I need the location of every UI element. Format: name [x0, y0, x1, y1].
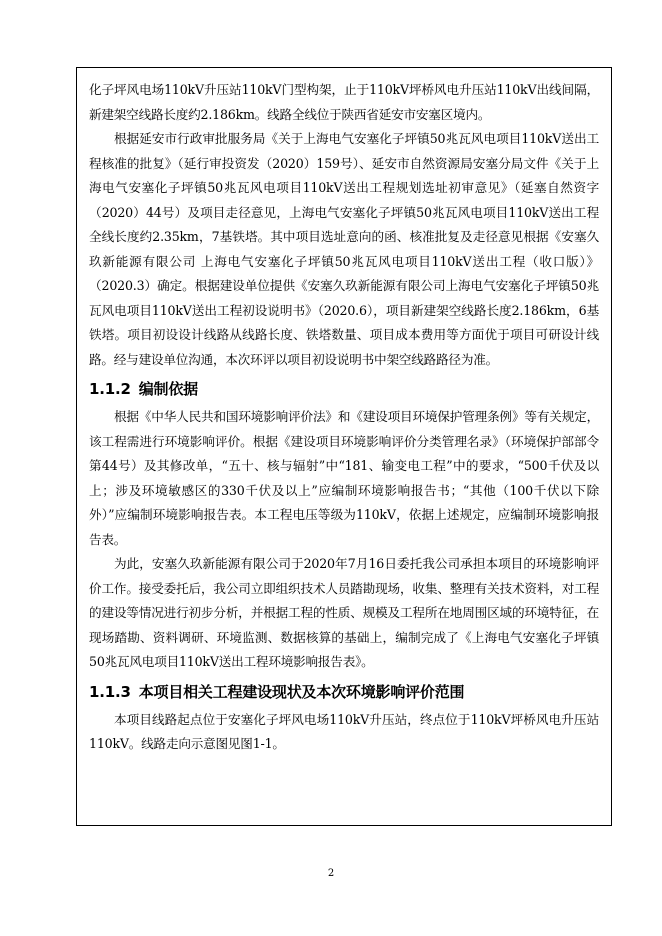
section-title: 本项目相关工程建设现状及本次环境影响评价范围	[138, 682, 465, 701]
body-paragraph: 本项目线路起点位于安塞化子坪风电场110kV升压站，终点位于110kV坪桥风电升压站110kV。线路走向示意图见图1-1。	[89, 711, 599, 751]
section-heading-1-1-2	[89, 376, 599, 402]
section-number: 1.1.3	[89, 682, 131, 701]
body-paragraph: 根据《中华人民共和国环境影响评价法》和《建设项目环境保护管理条例》等有关规定，该工程需进行环境影响评价。根据《建设项目环境影响评价分类管理名录》（环境保护部部令第44号）及其修改单，“五十、核与辐射”中“181、输变电工程”中的要求，“500千伏及以上；涉及环境敏感区的330千伏及以上”应编制环境影响报告书；“其他（100千伏以下除外）”应编制环境影响报告表。本工程电压等级为110kV，依据上述规定，应编制环境影响报告表。	[89, 409, 599, 547]
body-paragraph: 化子坪风电场110kV升压站110kV门型构架，止于110kV坪桥风电升压站110kV出线间隔，新建架空线路长度约2.186km。线路全线位于陕西省延安市安塞区境内。	[89, 82, 599, 122]
section-heading-1-1-3	[89, 679, 599, 705]
body-paragraph: 为此，安塞久玖新能源有限公司于2020年7月16日委托我公司承担本项目的环境影响评价工作。接受委托后，我公司立即组织技术人员踏勘现场，收集、整理有关技术资料，对工程的建设等情况进行初步分析，并根据工程的性质、规模及工程所在地周围区域的环境特征，在现场踏勘、资料调研、环境监测、数据核算的基础上，编制完成了《上海电气安塞化子坪镇50兆瓦风电项目110kV送出工程环境影响报告表》。	[89, 556, 599, 669]
page-number: 2	[327, 868, 335, 879]
section-number: 1.1.2	[89, 380, 131, 398]
body-paragraph: 根据延安市行政审批服务局《关于上海电气安塞化子坪镇50兆瓦风电项目110kV送出工程核准的批复》（延行审投资发（2020）159号）、延安市自然资源局安塞分局文件《关于上海电气安塞化子坪镇50兆瓦风电项目110kV送出工程规划选址初审意见》（延塞自然资字（2020）44号）及项目走径意见，上海电气安塞化子坪镇50兆瓦风电项目110kV送出工程全线长度约2.35km，7基铁塔。其中项目选址意向的函、核准批复及走径意见根据《安塞久玖新能源有限公司 上海电气安塞化子坪镇50兆瓦风电项目110kV送出工程（收口版）》（2020.3）确定。根据建设单位提供《安塞久玖新能源有限公司上海电气安塞化子坪镇50兆瓦风电项目110kV送出工程初设说明书》（2020.6），项目新建架空线路长度2.186km，6基铁塔。项目初设设计线路从线路长度、铁塔数量、项目成本费用等方面优于项目可研设计线路。经与建设单位沟通，本次环评以项目初设说明书中架空线路路径为准。	[89, 131, 599, 367]
document-frame	[76, 67, 612, 826]
section-title: 编制依据	[138, 380, 198, 398]
